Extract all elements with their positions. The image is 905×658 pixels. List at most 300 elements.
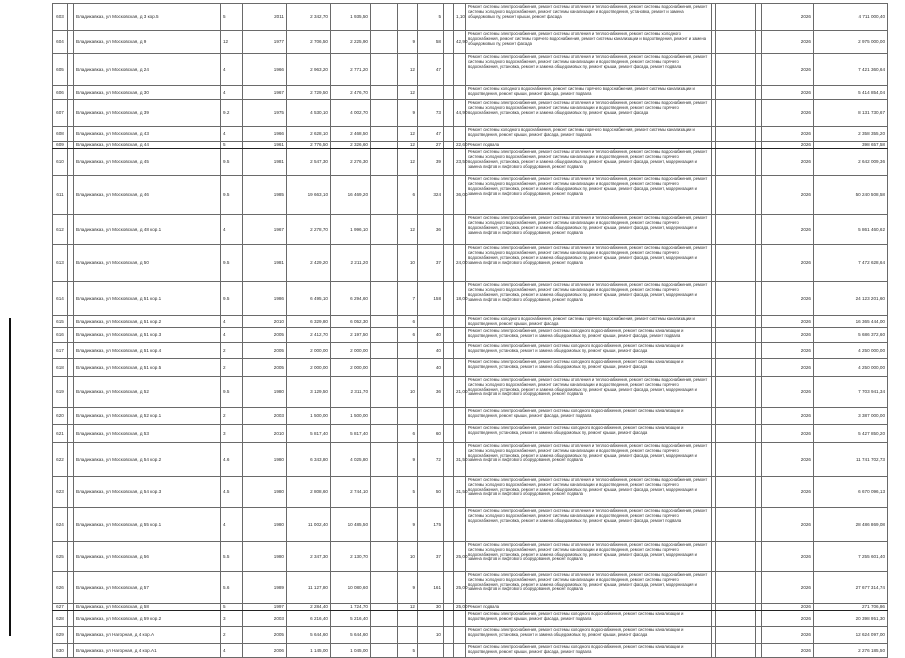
table-row xyxy=(53,541,888,571)
cell-cost: 5 427 850,20 xyxy=(814,424,888,442)
cell-a2: 16 469,20 xyxy=(331,175,371,214)
cell-a1: 1 145,00 xyxy=(287,643,331,657)
cell-f: 5 xyxy=(221,603,243,610)
cell-empty xyxy=(371,442,398,476)
cell-addr: Владикавказ, ул Московская, д 3 кор.5 xyxy=(74,4,221,31)
cell-empty xyxy=(371,327,398,342)
table-row xyxy=(53,476,888,507)
cell-empty xyxy=(444,603,454,610)
cell-a1: 2 729,50 xyxy=(287,86,331,100)
cell-work: Ремонт системы электроснабжения, ремонт системы отопления и теплоснабжения, ремонт системы холодного водоснабжения, ремонт системы горячего водоснабжения, ремонт системы канализации и водоотведения, ремонт и замена общедомовых пу, ремонт фасада xyxy=(466,31,712,54)
cell-vol: 22,60 xyxy=(454,142,466,149)
cell-a1: 2 547,30 xyxy=(287,148,331,175)
cell-a1: 2 278,70 xyxy=(287,214,331,244)
cell-a1: 2 284,40 xyxy=(287,603,331,610)
cell-y: 2005 xyxy=(243,358,287,376)
cell-fl: 9 xyxy=(398,31,418,54)
cell-work: Ремонт системы электроснабжения, ремонт системы отопления и теплоснабжения, ремонт системы водоснабжения, ремонт системы холодного водоснабжения, ремонт системы канализации и водоотведения, ремонт системы горячего водоснабжения, установка, ремонт и замена общедомовых пу, ремонт крыши, ремонт фасада, ремонт, модернизация и замена лифтов и лифтового оборудования, ремонт подвала xyxy=(466,571,712,603)
cell-yr: 2026 xyxy=(762,315,814,327)
cell-yr: 2026 xyxy=(762,407,814,424)
cell-y: 1980 xyxy=(243,376,287,407)
cell-lv xyxy=(418,315,444,327)
cell-empty xyxy=(371,507,398,541)
cell-a1: 5 817,40 xyxy=(287,424,331,442)
cell-lv xyxy=(418,643,444,657)
cell-lv: 37 xyxy=(418,541,444,571)
cell-y: 1980 xyxy=(243,442,287,476)
cell-yr: 2026 xyxy=(762,244,814,281)
cell-cost: 7 421 360,64 xyxy=(814,54,888,86)
cell-work: Ремонт системы электроснабжения, ремонт системы отопления и теплоснабжения, ремонт системы водоснабжения, ремонт системы холодного водоснабжения, ремонт системы канализации и водоотведения, ремонт системы горячего водоснабжения, установка, ремонт и замена общедомовых пу, ремонт крыши, ремонт фасада, ремонт, модернизация и замена лифтов и лифтового оборудования, ремонт подвала xyxy=(466,442,712,476)
cell-work: Ремонт системы электроснабжения, ремонт системы холодного водоснабжения, ремонт системы канализации и водоотведения, ремонт крыши, ремонт фасада, ремонт подвала xyxy=(466,610,712,626)
cell-no: 628 xyxy=(53,610,68,626)
binding-margin-line xyxy=(9,318,11,636)
cell-f: 4 xyxy=(221,507,243,541)
cell-vol xyxy=(454,127,466,142)
cell-f: 4 xyxy=(221,643,243,657)
cell-y: 1967 xyxy=(243,86,287,100)
cell-cost: 7 703 941,34 xyxy=(814,376,888,407)
cell-cost: 16 365 444,00 xyxy=(814,315,888,327)
cell-empty xyxy=(371,100,398,127)
table-row xyxy=(53,603,888,610)
cell-fl: 12 xyxy=(398,86,418,100)
cell-vol xyxy=(454,342,466,358)
cell-f: 4 xyxy=(221,54,243,86)
cell-cost: 4 250 000,00 xyxy=(814,358,888,376)
cell-a1: 2 000,00 xyxy=(287,358,331,376)
cell-a2: 2 771,20 xyxy=(331,54,371,86)
cell-a2: 2 000,00 xyxy=(331,342,371,358)
cell-empty xyxy=(716,175,756,214)
cell-work: Ремонт системы холодного водоснабжения, ремонт системы горячего водоснабжения, ремонт системы канализации и водоотведения, ремонт крыши, ремонт фасада, ремонт подвала xyxy=(466,86,712,100)
table-row xyxy=(53,507,888,541)
cell-fl: 9 xyxy=(398,507,418,541)
cell-empty xyxy=(444,327,454,342)
cell-a1: 3 129,50 xyxy=(287,376,331,407)
cell-cost: 8 131 730,67 xyxy=(814,100,888,127)
cell-empty xyxy=(371,603,398,610)
cell-addr: Владикавказ, ул Московская, д 46 xyxy=(74,175,221,214)
cell-empty xyxy=(716,127,756,142)
cell-vol xyxy=(454,424,466,442)
cell-yr: 2026 xyxy=(762,603,814,610)
cell-empty xyxy=(444,148,454,175)
cell-f: 9.5 xyxy=(221,175,243,214)
cell-y: 2005 xyxy=(243,342,287,358)
cell-f: 5 xyxy=(221,4,243,31)
cell-addr: Владикавказ, ул Московская, д 55 кор.1 xyxy=(74,507,221,541)
cell-a2: 2 225,90 xyxy=(331,31,371,54)
cell-cost: 398 657,58 xyxy=(814,142,888,149)
cell-yr: 2026 xyxy=(762,626,814,643)
cell-vol xyxy=(454,507,466,541)
cell-lv: 60 xyxy=(418,424,444,442)
cell-empty xyxy=(716,407,756,424)
cell-addr: Владикавказ, ул Московская, д 52 кор.1 xyxy=(74,407,221,424)
cell-a1: 19 663,10 xyxy=(287,175,331,214)
cell-yr: 2026 xyxy=(762,281,814,315)
cell-work: Ремонт системы электроснабжения, ремонт системы холодного водоснабжения, ремонт системы канализации и водоотведения, установка, ремонт и замена общедомовых пу, ремонт крыши, ремонт фасада, ремонт подвала xyxy=(466,327,712,342)
cell-work: Ремонт системы электроснабжения, ремонт системы отопления и теплоснабжения, ремонт системы водоснабжения, ремонт системы холодного водоснабжения, ремонт системы канализации и водоотведения, ремонт системы горячего водоснабжения, установка, ремонт и замена общедомовых пу, ремонт крыши, ремонт фасада, ремонт подвала xyxy=(466,507,712,541)
cell-addr: Владикавказ, ул Московская, д 50 xyxy=(74,244,221,281)
cell-fl xyxy=(398,407,418,424)
table-row xyxy=(53,358,888,376)
cell-addr: Владикавказ, ул Московская, д 56 xyxy=(74,541,221,571)
cell-no: 620 xyxy=(53,407,68,424)
cell-y: 2005 xyxy=(243,327,287,342)
table-row xyxy=(53,142,888,149)
cell-empty xyxy=(444,507,454,541)
table-row xyxy=(53,86,888,100)
table-row xyxy=(53,424,888,442)
cell-work: Ремонт системы электроснабжения, ремонт системы отопления и теплоснабжения, ремонт системы водоснабжения, ремонт системы холодного водоснабжения, ремонт системы канализации и водоотведения, ремонт системы горячего водоснабжения, установка, ремонт и замена общедомовых пу, ремонт крыши, ремонт фасада, ремонт, модернизация и замена лифтов и лифтового оборудования, ремонт подвала xyxy=(466,148,712,175)
cell-no: 607 xyxy=(53,100,68,127)
cell-cost: 20 398 951,30 xyxy=(814,610,888,626)
cell-fl: 7 xyxy=(398,281,418,315)
cell-f: 3 xyxy=(221,424,243,442)
cell-no: 626 xyxy=(53,571,68,603)
cell-cost: 24 123 201,60 xyxy=(814,281,888,315)
cell-addr: Владикавказ, ул Московская, д 51 кор.4 xyxy=(74,342,221,358)
cell-vol: 24,00 xyxy=(454,244,466,281)
cell-yr: 2026 xyxy=(762,175,814,214)
cell-f: 4 xyxy=(221,327,243,342)
cell-fl: 12 xyxy=(398,148,418,175)
cell-empty xyxy=(444,358,454,376)
cell-no: 610 xyxy=(53,148,68,175)
cell-lv: 58 xyxy=(418,31,444,54)
cell-yr: 2026 xyxy=(762,541,814,571)
cell-empty xyxy=(444,281,454,315)
cell-cost: 7 255 601,40 xyxy=(814,541,888,571)
cell-f: 2 xyxy=(221,407,243,424)
cell-y: 1966 xyxy=(243,127,287,142)
cell-a2: 4 002,70 xyxy=(331,100,371,127)
cell-vol: 25,00 xyxy=(454,541,466,571)
cell-empty xyxy=(444,541,454,571)
cell-addr: Владикавказ, ул Московская, д 53 xyxy=(74,424,221,442)
cell-empty xyxy=(444,626,454,643)
cell-a2: 2 197,50 xyxy=(331,327,371,342)
cell-addr: Владикавказ, ул Московская, д 30 xyxy=(74,86,221,100)
cell-y: 1975 xyxy=(243,100,287,127)
cell-a2: 5 644,60 xyxy=(331,626,371,643)
cell-vol: 42,90 xyxy=(454,31,466,54)
cell-f: 9.5 xyxy=(221,244,243,281)
cell-a1: 2 706,50 xyxy=(287,31,331,54)
cell-empty xyxy=(716,54,756,86)
cell-work: Ремонт системы электроснабжения, ремонт системы отопления и теплоснабжения, ремонт системы водоснабжения, ремонт системы холодного водоснабжения, ремонт системы канализации и водоотведения, ремонт системы горячего водоснабжения, установка, ремонт и замена общедомовых пу, ремонт крыши, ремонт фасада, ремонт, модернизация и замена лифтов и лифтового оборудования, ремонт подвала xyxy=(466,476,712,507)
cell-fl: 12 xyxy=(398,54,418,86)
cell-empty xyxy=(716,571,756,603)
cell-a2: 4 025,80 xyxy=(331,442,371,476)
cell-work: Ремонт системы холодного водоснабжения, ремонт системы горячего водоснабжения, ремонт системы канализации и водоотведения, ремонт крыши, ремонт фасада xyxy=(466,315,712,327)
cell-addr: Владикавказ, ул Московская, д 52 xyxy=(74,376,221,407)
cell-lv xyxy=(418,86,444,100)
cell-empty xyxy=(371,626,398,643)
cell-lv: 27 xyxy=(418,142,444,149)
cell-cost: 2 642 009,36 xyxy=(814,148,888,175)
cell-empty xyxy=(716,424,756,442)
cell-no: 611 xyxy=(53,175,68,214)
cell-y: 2003 xyxy=(243,407,287,424)
table-row xyxy=(53,244,888,281)
cell-fl: 6 xyxy=(398,315,418,327)
cell-a1: 2 808,60 xyxy=(287,476,331,507)
cell-vol xyxy=(454,407,466,424)
cell-empty xyxy=(444,4,454,31)
cell-lv: 40 xyxy=(418,358,444,376)
cell-cost: 12 624 097,00 xyxy=(814,626,888,643)
cell-lv: 73 xyxy=(418,100,444,127)
cell-empty xyxy=(716,358,756,376)
cell-empty xyxy=(716,327,756,342)
cell-a1: 11 002,40 xyxy=(287,507,331,541)
cell-empty xyxy=(371,342,398,358)
cell-fl: 5 xyxy=(398,643,418,657)
cell-vol: 25,00 xyxy=(454,571,466,603)
table-row xyxy=(53,643,888,657)
cell-no: 617 xyxy=(53,342,68,358)
cell-fl xyxy=(398,342,418,358)
cell-y: 1967 xyxy=(243,214,287,244)
cell-work: Ремонт системы электроснабжения, ремонт системы отопления и теплоснабжения, ремонт системы водоснабжения, ремонт системы холодного водоснабжения, ремонт системы канализации и водоотведения, ремонт системы горячего водоснабжения, установка, ремонт и замена общедомовых пу, ремонт крыши, ремонт фасада, ремонт, модернизация и замена лифтов и лифтового оборудования, ремонт подвала xyxy=(466,214,712,244)
cell-a2: 2 468,50 xyxy=(331,127,371,142)
table-row xyxy=(53,315,888,327)
cell-no: 630 xyxy=(53,643,68,657)
cell-lv: 324 xyxy=(418,175,444,214)
cell-lv: 10 xyxy=(418,626,444,643)
cell-lv: 47 xyxy=(418,54,444,86)
cell-yr: 2026 xyxy=(762,100,814,127)
cell-work: Ремонт системы электроснабжения, ремонт системы холодного водоснабжения, ремонт системы канализации и водоотведения, установка, ремонт и замена общедомовых пу, ремонт крыши, ремонт фасада xyxy=(466,358,712,376)
cell-vol: 31,50 xyxy=(454,476,466,507)
cell-yr: 2026 xyxy=(762,327,814,342)
cell-work: Ремонт системы электроснабжения, ремонт системы отопления и теплоснабжения, ремонт системы водоснабжения, ремонт системы холодного водоснабжения, ремонт системы канализации и водоотведения, ремонт системы горячего водоснабжения, установка, ремонт и замена общедомовых пу, ремонт крыши, ремонт фасада, ремонт, модернизация и замена лифтов и лифтового оборудования, ремонт подвала xyxy=(466,281,712,315)
cell-y: 1980 xyxy=(243,541,287,571)
cell-empty xyxy=(716,148,756,175)
cell-no: 603 xyxy=(53,4,68,31)
cell-work: Ремонт системы электроснабжения, ремонт системы холодного водоснабжения, ремонт системы канализации и водоотведения, установка, ремонт и замена общедомовых пу, ремонт крыши, ремонт фасада xyxy=(466,342,712,358)
table-row xyxy=(53,571,888,603)
cell-fl: 12 xyxy=(398,127,418,142)
cell-yr: 2026 xyxy=(762,442,814,476)
cell-work: Ремонт системы электроснабжения, ремонт системы холодного водоснабжения, ремонт системы канализации и водоотведения, установка, ремонт и замена общедомовых пу, ремонт крыши, ремонт фасада xyxy=(466,626,712,643)
cell-cost: 2 358 355,20 xyxy=(814,127,888,142)
cell-y: 1980 xyxy=(243,507,287,541)
cell-empty xyxy=(716,507,756,541)
cell-vol: 25,00 xyxy=(454,603,466,610)
cell-yr: 2026 xyxy=(762,610,814,626)
cell-empty xyxy=(716,476,756,507)
cell-a2: 2 326,60 xyxy=(331,142,371,149)
cell-yr: 2026 xyxy=(762,643,814,657)
cell-empty xyxy=(716,244,756,281)
cell-empty xyxy=(371,175,398,214)
cell-lv: 5 xyxy=(418,4,444,31)
cell-empty xyxy=(444,315,454,327)
cell-empty xyxy=(444,643,454,657)
cell-empty xyxy=(444,610,454,626)
cell-empty xyxy=(716,342,756,358)
cell-f: 2 xyxy=(221,342,243,358)
cell-work: Ремонт системы электроснабжения, ремонт системы холодного водоснабжения, ремонт системы канализации и водоотведения, ремонт крыши, ремонт фасада, ремонт подвала xyxy=(466,643,712,657)
cell-fl: 6 xyxy=(398,327,418,342)
cell-vol xyxy=(454,610,466,626)
cell-empty xyxy=(371,643,398,657)
cell-no: 614 xyxy=(53,281,68,315)
cell-y: 1981 xyxy=(243,244,287,281)
cell-a2: 6 052,30 xyxy=(331,315,371,327)
cell-empty xyxy=(444,376,454,407)
cell-vol: 23,50 xyxy=(454,148,466,175)
cell-empty xyxy=(716,626,756,643)
cell-addr: Владикавказ, ул Московская, д 59 кор.2 xyxy=(74,610,221,626)
cell-f: 2 xyxy=(221,626,243,643)
cell-addr: Владикавказ, ул Московская, д 39 xyxy=(74,100,221,127)
cell-lv: 36 xyxy=(418,214,444,244)
table-row xyxy=(53,376,888,407)
cell-fl xyxy=(398,626,418,643)
cell-cost: 7 472 628,64 xyxy=(814,244,888,281)
cell-empty xyxy=(444,142,454,149)
cell-lv: 36 xyxy=(418,376,444,407)
cell-yr: 2026 xyxy=(762,507,814,541)
cell-cost: 50 240 508,58 xyxy=(814,175,888,214)
cell-empty xyxy=(444,244,454,281)
cell-fl: 9 xyxy=(398,571,418,603)
cell-fl: 10 xyxy=(398,244,418,281)
cell-a1: 2 776,50 xyxy=(287,142,331,149)
cell-empty xyxy=(371,244,398,281)
table-row xyxy=(53,4,888,31)
cell-no: 627 xyxy=(53,603,68,610)
cell-a1: 2 000,00 xyxy=(287,342,331,358)
cell-empty xyxy=(444,476,454,507)
cell-f: 5.5 xyxy=(221,541,243,571)
cell-f: 2 xyxy=(221,358,243,376)
cell-no: 625 xyxy=(53,541,68,571)
cell-empty xyxy=(716,31,756,54)
cell-addr: Владикавказ, ул Московская, д 45 xyxy=(74,148,221,175)
cell-empty xyxy=(444,214,454,244)
cell-lv: 50 xyxy=(418,476,444,507)
cell-empty xyxy=(716,643,756,657)
cell-yr: 2026 xyxy=(762,376,814,407)
cell-lv: 161 xyxy=(418,571,444,603)
table-row xyxy=(53,54,888,86)
cell-empty xyxy=(716,142,756,149)
cell-addr: Владикавказ, ул Московская, д 44 xyxy=(74,142,221,149)
table-row xyxy=(53,100,888,127)
cell-yr: 2026 xyxy=(762,4,814,31)
cell-a1: 2 429,20 xyxy=(287,244,331,281)
cell-no: 609 xyxy=(53,142,68,149)
cell-vol xyxy=(454,54,466,86)
cell-empty xyxy=(371,358,398,376)
cell-a2: 1 996,10 xyxy=(331,214,371,244)
cell-work: Ремонт системы электроснабжения, ремонт системы отопления и теплоснабжения, ремонт системы водоснабжения, ремонт системы холодного водоснабжения, ремонт системы канализации и водоотведения, ремонт системы горячего водоснабжения, установка, ремонт и замена общедомовых пу, ремонт крыши, ремонт фасада xyxy=(466,100,712,127)
cell-yr: 2026 xyxy=(762,142,814,149)
cell-f: 9.5 xyxy=(221,281,243,315)
cell-work: Ремонт системы электроснабжения, ремонт системы отопления и теплоснабжения, ремонт системы водоснабжения, ремонт системы холодного водоснабжения, ремонт системы канализации и водоотведения, ремонт системы горячего водоснабжения, установка, ремонт и замена общедомовых пу, ремонт крыши, ремонт фасада, ремонт, модернизация и замена лифтов и лифтового оборудования, ремонт подвала xyxy=(466,376,712,407)
cell-fl: 9 xyxy=(398,442,418,476)
cell-empty xyxy=(371,31,398,54)
cell-a1: 6 216,40 xyxy=(287,610,331,626)
cell-cost: 11 741 702,73 xyxy=(814,442,888,476)
cell-cost: 28 486 869,08 xyxy=(814,507,888,541)
cell-y: 1981 xyxy=(243,148,287,175)
cell-no: 613 xyxy=(53,244,68,281)
cell-cost: 3 387 000,00 xyxy=(814,407,888,424)
cell-vol: 36,00 xyxy=(454,175,466,214)
cell-a2: 2 130,70 xyxy=(331,541,371,571)
cell-yr: 2026 xyxy=(762,31,814,54)
cell-empty xyxy=(444,424,454,442)
cell-lv: 37 xyxy=(418,244,444,281)
cell-no: 604 xyxy=(53,31,68,54)
cell-fl: 5 xyxy=(398,476,418,507)
cell-fl: 10 xyxy=(398,376,418,407)
table-row xyxy=(53,626,888,643)
cell-lv: 30 xyxy=(418,603,444,610)
cell-addr: Владикавказ, ул Московская, д 51 кор.5 xyxy=(74,358,221,376)
cell-yr: 2026 xyxy=(762,148,814,175)
cell-lv: 72 xyxy=(418,442,444,476)
cell-a1: 6 329,80 xyxy=(287,315,331,327)
cell-work: Ремонт системы электроснабжения, ремонт системы холодного водоснабжения, ремонт системы канализации и водоотведения, ремонт крыши, ремонт фасада, ремонт подвала xyxy=(466,407,712,424)
cell-yr: 2026 xyxy=(762,342,814,358)
cell-a1: 2 342,70 xyxy=(287,4,331,31)
cell-y: 2005 xyxy=(243,626,287,643)
cell-work: Ремонт подвала xyxy=(466,603,712,610)
cell-empty xyxy=(716,214,756,244)
cell-empty xyxy=(371,476,398,507)
cell-a2: 10 485,50 xyxy=(331,507,371,541)
cell-y: 1989 xyxy=(243,571,287,603)
cell-addr: Владикавказ, ул Московская, д 58 xyxy=(74,603,221,610)
cell-fl: 12 xyxy=(398,603,418,610)
cell-vol xyxy=(454,315,466,327)
cell-empty xyxy=(444,127,454,142)
cell-lv xyxy=(418,610,444,626)
cell-fl xyxy=(398,610,418,626)
cell-fl: 10 xyxy=(398,541,418,571)
cell-no: 612 xyxy=(53,214,68,244)
cell-no: 619 xyxy=(53,376,68,407)
cell-empty xyxy=(716,315,756,327)
cell-no: 605 xyxy=(53,54,68,86)
cell-y: 1986 xyxy=(243,281,287,315)
cell-lv: 158 xyxy=(418,281,444,315)
cell-empty xyxy=(716,281,756,315)
cell-y: 1997 xyxy=(243,603,287,610)
cell-no: 616 xyxy=(53,327,68,342)
cell-f: 4 xyxy=(221,86,243,100)
cell-y: 2011 xyxy=(243,4,287,31)
cell-a2: 2 000,00 xyxy=(331,358,371,376)
cell-cost: 4 250 000,00 xyxy=(814,342,888,358)
cell-y: 1961 xyxy=(243,142,287,149)
cell-cost: 5 861 460,62 xyxy=(814,214,888,244)
table-row xyxy=(53,442,888,476)
cell-yr: 2026 xyxy=(762,214,814,244)
cell-a1: 2 963,20 xyxy=(287,54,331,86)
cell-a1: 6 495,10 xyxy=(287,281,331,315)
cell-f: 9.5 xyxy=(221,376,243,407)
table-row xyxy=(53,31,888,54)
